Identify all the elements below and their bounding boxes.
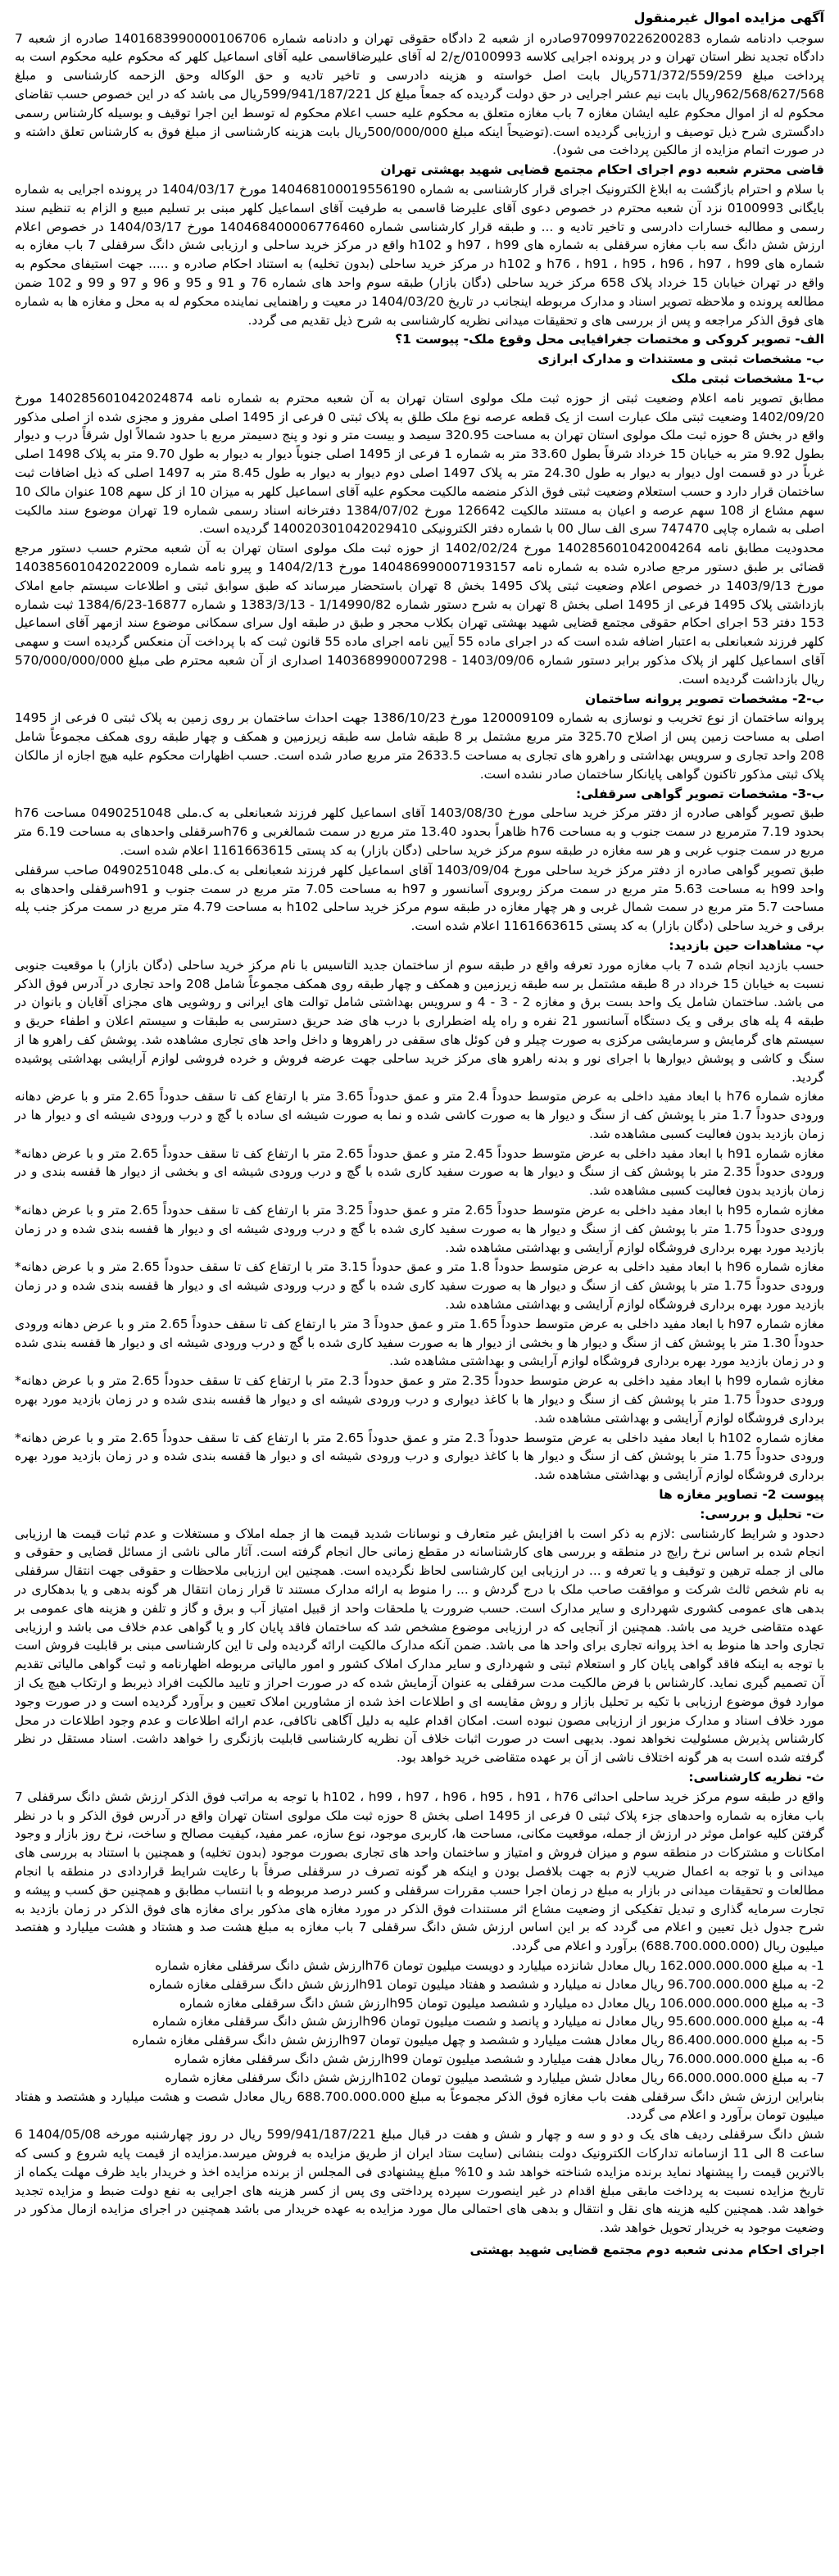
paragraph-restriction: محدودیت مطابق نامه 140285601042004264 مورخ 1402/02/24 از حوزه ثبت ملک مولوی استان تهران به آن شعبه محترم حسب دستور مرجع قضائی بر طبق دستور مرجع صادره شده به شماره نامه 140486990007193157 مورخ 1404/2/13 و پیرو نامه شماره 140385601042022009 مورخ 1403/9/13 در خصوص اعلام وضعیت ثبتی پلاک 1495 بخش 8 تهران باستحضار میرساند که طبق سوابق ثبتی و اطلاعات سیستم جامع املاک بازداشتی پلاک 1495 فرعی از 1495 اصلی بخش 8 تهران به شرح دستور شماره 1/14990/82 - 1383/3/13 و شماره 16877-1384/6/23 ثبت شماره 153 دفتر 53 اجرای احکام حقوقی مجتمع قضایی شهید بهشتی تهران بکلاب محجر و طبق در طبقه اول سرای سمکانی موضوع سند ازمهر آقای اسماعیل کلهر فرزند شعبانعلی به اعتبار اضافه شده است که در اجرای ماده 55 آیین نامه اجرای ماده 55 قانون ثبت که با پرداخت آن منعکس گردیده است و سهمی آقای اسماعیل کلهر از پلاک مذکور برابر دستور شماره 1403/09/06 - 140368990007298 اصداری از آن شعبه محترم طی مبلغ 570/000/000/000 ریال بازداشت گردیده است.	[15, 541, 825, 687]
valuation-item: 7- به مبلغ 66.000.000.000 ریال معادل شش میلیارد و ششصد میلیون تومان h102ارزش شش دانگ سرقفلی مغازه شماره	[165, 2070, 824, 2085]
paragraph-shop-h91: مغازه شماره h91 با ابعاد مفید داخلی به عرض متوسط حدوداً 2.45 متر و عمق حدوداً 2.65 متر با ارتفاع کف تا سقف حدوداً 2.65 متر و با عرض دهانه* ورودی حدوداً 2.35 متر با پوشش کف از سنگ و دیوار ها به صورت سفید کاری شده با گچ و درب ورودی شیشه ای و بخشی از دیوار ها قفسه بندی و در زمان بازدید بدون فعالیت کسبی مشاهده شد.	[15, 1145, 825, 1199]
paragraph-goodwill-certificate-1: طبق تصویر گواهی صادره از دفتر مرکز خرید ساحلی مورخ 1403/08/30 آقای اسماعیل کلهر فرزند شعبانعلی به ک.ملی 0490251048 مساحت h76 بحدود 7.19 مترمربع در سمت جنوب و به مساحت h76 ظاهراً بحدود 13.40 متر مربع در سمت شمالغربی و h76سرقفلی واحدهای به مساحت 6.19 متر مربع در سمت جنوب غربی و هر سه مغازه در طبقه سوم مرکز خرید ساحلی (دگان بازار) به کد پستی 1161663615 اعلام شده است.	[15, 805, 824, 858]
paragraph-shop-h76: مغازه شماره h76 با ابعاد مفید داخلی به عرض متوسط حدوداً 2.4 متر و عمق حدوداً 3.65 متر با ارتفاع کف تا سقف حدوداً 2.65 متر و با عرض دهانه ورودی حدوداً 1.7 متر با پوشش کف از سنگ و دیوار ها به صورت کاشی شده و نما به صورت شیشه ای ساده با گچ و درب ورودی شیشه ای و دیوار ها در زمان بازدید بدون فعالیت کسبی مشاهده شد.	[15, 1089, 825, 1141]
valuation-item: 2- به مبلغ 96.700.000.000 ریال معادل نه میلیارد و ششصد و هفتاد میلیون تومان h91ارزش شش دانگ سرقفلی مغازه شماره	[148, 1976, 824, 1992]
paragraph-shop-h102: مغازه شماره h102 با ابعاد مفید داخلی به عرض متوسط حدوداً 2.3 متر و عمق حدوداً 2.65 متر با ارتفاع کف تا سقف حدوداً 2.65 متر و با عرض دهانه* ورودی حدوداً 1.75 متر با پوشش کف از سنگ و دیوار ها با کاغذ دیواری و درب ورودی شیشه ای و دیوار ها قفسه بندی شده و در زمان بازدید مورد بهره برداری فروشگاه لوازم آرایشی و بهداشتی مشاهده شد.	[15, 1430, 825, 1483]
section-te: ت- تحلیل و بررسی:	[700, 1506, 824, 1522]
section-se: ث- نظریه کارشناسی:	[688, 1769, 824, 1785]
section-be: ب- مشخصات ثبتی و مستندات و مدارک ابرازی	[537, 351, 824, 367]
valuation-item: 5- به مبلغ 86.400.000.000 ریال معادل هشت میلیارد و ششصد و چهل میلیون تومان h97ارزش شش دانگ سرقفلی مغازه شماره	[132, 2033, 824, 2048]
paragraph-shop-h95: مغازه شماره h95 با ابعاد مفید داخلی به عرض متوسط حدوداً 2.65 متر و عمق حدوداً 3.25 متر با ارتفاع کف تا سقف حدوداً 2.65 متر و با عرض دهانه* ورودی حدوداً 1.75 متر با پوشش کف از سنگ و دیوار ها به صورت سفید کاری شده با گچ و درب ورودی شیشه ای و دیوار ها قفسه بندی شده و در زمان بازدید مورد بهره برداری فروشگاه لوازم آرایشی و بهداشتی مشاهده شد.	[15, 1203, 825, 1255]
paragraph-opinion: واقع در طبقه سوم مرکز خرید ساحلی احداثی h102 ، h99 ، h97 ، h96 ، h95 ، h91 ، h76 با توجه به مراتب فوق الذکر ارزش شش دانگ سرقفلی 7 باب مغازه به شماره واحدهای جزء پلاک ثبتی 0 فرعی از 1495 اصلی بخش 8 حوزه ثبت ملک مولوی استان تهران واقع در آدرس فوق الذکر و با در نظر گرفتن کلیه عوامل موثر در ارزش از جمله، موقعیت مکانی، مساحت ها، کاربری موجود، نوع سازه، عمر مفید، کیفیت مصالح و ساخت، نرخ روز بازار و وجود امکانات و مشترکات در منطقه سوم و میزان فروش و امتیاز و ساختمان واحد های تجاری بصورت موجود (بدون تخلیه) و همچنین با استناد به بررسی های میدانی و با توجه به اعمال ضریب لازم به جهت بلافصل بودن و اینکه هر گونه تصرف در سرقفلی صرفاً با رعایت شرایط قراردادی در منطقه با انجام مطالعات و تحقیقات میدانی در بازار به مبلغ در زمان اجرا حسب مقررات سرقفلی و کسر درصد مربوطه و با انتساب مطابق و همچنین حق کسب و پیشه و تجارت سرمایه گذاری و تبدیل تفکیکی از وضعیت مشاع اثر مستندات فوق الذکر در مورد مغازه های مذکور برای مغازه های فوق الذکر در زمان بازدید به شرح جدول ذیل تعیین و اعلام می گردد که بر این اساس ارزش شش دانگ سرقفلی 7 باب مغازه به مبلغ هشت صد و هشتاد و هشت میلیارد و هفتصد میلیون ریال (688.700.000.000) برآورد و اعلام می گردد.	[15, 1789, 824, 1954]
paragraph-observations: حسب بازدید انجام شده 7 باب مغازه مورد تعرفه واقع در طبقه سوم از ساختمان جدید التاسیس با نام مرکز خرید ساحلی (دگان بازار) با موقعیت جنوبی نسبت به خیابان 15 خرداد در 8 طبقه مشتمل بر سه طبقه زیرزمین و همکف و چهار طبقه روی همکف مجموعاً شامل 208 واحد تجاری در آدرس فوق الذکر می باشد. ساختمان شامل یک واحد بست برق و مغازه 2 - 3 - 4 و سرویس بهداشتی شامل توالت های ایرانی و روشویی های مجزای آقایان و بانوان در طبقه 4 پله های برقی و یک دستگاه آسانسور 21 نفره و راه پله اضطراری با درب های ضد حریق دسترسی به طبقات و سیستم اعلان و اطفاء حریق و سیستم های گرمایش و سرمایشی مرکزی به صورت چیلر و فن کوئل های سقفی در راهروها و داخل واحد های تجاری مشاهده شد. پوشش کف راهرو ها از سنگ و کاشی و پوشش دیوارها با اجرای نور و بدنه راهرو های مرکز خرید ساحلی جهت عرضه فروش و خرده فروشی لوازم آرایشی بهداشتی پوشیده گردید.	[15, 957, 825, 1085]
paragraph-total-value: بنابراین ارزش شش دانگ سرقفلی هفت باب مغازه فوق الذکر مجموعاً به مبلغ 688.700.000.000 ریال معادل شصت و هشت میلیارد و هشتصد و هفتاد میلیون تومان برآورد و اعلام می گردد.	[15, 2088, 824, 2123]
section-pe: پ- مشاهدات حین بازدید:	[669, 937, 824, 953]
appendix-2: پیوست 2- تصاویر مغازه ها	[659, 1487, 824, 1503]
signature: اجرای احکام مدنی شعبه دوم مجتمع قضایی شهید بهشتی	[469, 2242, 824, 2257]
notice-intro: سوجب دادنامه شماره 9709970226200283صادره از شعبه 2 دادگاه حقوقی تهران و دادنامه شماره 1401683990000106706 صادره از شعبه 7 دادگاه تجدید نظر استان تهران و در پرونده اجرایی کلاسه 0100993/ج/2 له آقای علیرضاقاسمی علیه آقای اسماعیل کلهر که محکوم علیه محکوم است به پرداخت مبلغ 571/372/559/259ریال بابت اصل خواسته و هزینه دادرسی و تاخیر تادیه و حق الوکاله وحق الزحمه کارشناسی و مبلغ 962/568/627/568ریال بابت نیم عشر اجرایی در حق دولت گردیده که جمعاً مبلغ کل 599/941/187/221ریال می باشد که در این خصوص حسب تقاضای محکوم له از اموال محکوم علیه ایشان مغازه 7 باب مغازه متعلق به محکوم علیه حسب اعلام محکوم له توسط این اجرا توقیف و بوسیله کارشناس رسمی دادگستری شرح ذیل توصیف و ارزیابی گردیده است.(توضیحاً اینکه مبلغ 500/000/000ریال بابت هزینه کارشناسی از مبلغ فوق به کارشناس تعلق داشته و در صورت اتمام مزایده از مالکین پرداخت می شود).	[15, 30, 824, 158]
valuation-list	[15, 1957, 824, 2088]
section-be-1: ب-1 مشخصات ثبتی ملک	[671, 371, 824, 387]
notice-title: آگهی مزایده اموال غیرمنقول	[633, 10, 824, 25]
addressee: قاضی محترم شعبه دوم اجرای احکام مجتمع قضایی شهید بهشتی تهران	[380, 162, 824, 178]
paragraph-building-permit: پروانه ساختمان از نوع تخریب و نوسازی به شماره 120009109 مورخ 1386/10/23 جهت احداث ساختمان بر روی زمین به پلاک ثبتی 0 فرعی از 1495 اصلی به مساحت زمین پس از اصلاح 325.70 متر مربع مشتمل بر 8 طبقه شامل سه طبقه زیرزمین و همکف و چهار طبقه روی همکف مجموعاً شامل 208 واحد تجاری و سرویس بهداشتی و راهرو های تجاری به مساحت 2633.5 متر مربع صادر شده است. حسب اظهارات محکوم علیه هیچ اجازه از مالکان پلاک ثبتی مذکور تاکنون گواهی پایانکار ساختمان صادر نشده است.	[15, 710, 824, 782]
paragraph-analysis: دحدود و شرایط کارشناسی :لازم به ذکر است با افزایش غیر متعارف و نوسانات شدید قیمت ها از جمله املاک و مستغلات و عدم ثبات قیمت ها ارزیابی انجام شده بر اساس نرخ رایج در منطقه و بررسی های کارشناسانه در مقطع زمانی حال انجام گرفته است. آثار مالی ناشی از مسائل قضایی و حقوقی و مالی از جمله ترهین و توقیف و یا تعرفه و ... در ارزیابی این کارشناسی لحاظ نگردیده است. همچنین این ارزیابی ملاحظات و حقوقی جهت انتقال سرقفلی به نام شخص ثالث شرکت و موافقت صاحب ملک با درج گردش و ... را منوط به ارائه مدارک مستند تا قرار زمان انتقال هر گونه بدهی و یا بدهکاری در بدهی های عمومی کشوری شهرداری و سایر مدارک است. حسب ضرورت یا ملحقات واحد از قبیل امتیاز آب و برق و گاز و تلفن و هزینه های عمومی بر عهده متقاضی خرید می باشد. همچنین از آنجایی که در ارزیابی موضوع مشخص شد که ساختمان فاقد پایان کار و یا گواهی عدم خلاف می باشد و ارزیابی تجاری واحد ها منوط به اخذ پروانه تجاری برای واحد ها می باشد. ضمن آنکه مدارک مالکیت ارائه گردیده ولی تا این کارشناسی مبنی بر قابلیت فروش است با توجه به اینکه فاقد گواهی پایان کار و استعلام ثبتی و شهرداری و سایر مدارک املاک کشور و امور مالیاتی مربوطه اظهارنامه و ثبت گواهی مالیاتی تقدیم آن تصمیم گیری نماید. کارشناس با فرض مالکیت مدت سرقفلی به عنوان آزمایش شده که در صورت احراز و تایید مالکیت افراد ذیربط و ارتکاب هیچ یک از موارد فوق موضوع ارزیابی با تکیه بر تحلیل بازار و روش مقایسه ای و اطلاعات اخذ شده از مشاورین املاک تعیین و برآورد گردیده است و در صورت وجود مورد خلاف اسناد و مدارک مزبور از ارزیابی مصون نبوده است. امکان اقدام علیه به دلیل آگاهی ناکافی، عدم ارائه اطلاعات و عدم وجود اطلاعات در محل کارشناس پذیرش مسئولیت نخواهد نمود. بدیهی است در صورت اثبات خلاف آن نظریه کارشناسی قابلیت بازنگری را خواهد داشت. اسناد مستقل در نظر گرفته شده است به هر گونه اختلاف ناشی از آن بر عهده متقاضی خرید خواهد بود.	[15, 1526, 824, 1766]
valuation-item: 3- به مبلغ 106.000.000.000 ریال معادل ده میلیارد و ششصد میلیون تومان h95ارزش شش دانگ سرقفلی مغازه شماره	[179, 1995, 824, 2011]
section-be-3: ب-3- مشخصات تصویر گواهی سرقفلی:	[575, 786, 824, 801]
section-alef: الف- تصویر کروکی و مختصات جغرافیایی محل وقوع ملک- پیوست 1؟	[395, 332, 824, 347]
paragraph-shop-h97: مغازه شماره h97 با ابعاد مفید داخلی به عرض متوسط حدوداً 1.65 متر و عمق حدوداً 3 متر با ارتفاع کف تا سقف حدوداً 2.65 متر و با عرض دهانه ورودی حدوداً 1.30 متر با پوشش کف از سنگ و دیوار ها و بخشی از دیوار ها به صورت سفید کاری شده با گچ و درب ورودی شیشه ای و دیوار ها قفسه بندی شده و در زمان بازدید مورد بهره برداری فروشگاه لوازم آرایشی و بهداشتی مشاهده شد.	[15, 1316, 824, 1369]
valuation-item: 1- به مبلغ 162.000.000.000 ریال معادل شانزده میلیارد و دویست میلیون تومان h76ارزش شش دانگ سرقفلی مغازه شماره	[155, 1957, 824, 1973]
valuation-item: 6- به مبلغ 76.000.000.000 ریال معادل هفت میلیارد و ششصد میلیون تومان h99ارزش شش دانگ سرقفلی مغازه شماره	[174, 2051, 824, 2066]
paragraph-registration: مطابق تصویر نامه اعلام وضعیت ثبتی از حوزه ثبت ملک مولوی استان تهران به آن شعبه محترم به شماره نامه 140285601042024874 مورخ 1402/09/20 وضعیت ثبتی ملک عبارت است از یک قطعه عرصه نوع ملک طلق به پلاک ثبتی 0 فرعی از 1495 اصلی مفروز و مجزی شده از اصلی مذکور واقع در بخش 8 حوزه ثبت ملک مولوی استان تهران به مساحت 320.95 سیصد و بیست متر و نود و پنج دسیمتر مربع با حدود شمالاً اول شرقاً درب و دیوار بطول 9.92 متر به خیابان 15 خرداد شرقاً بطول 33.60 متر به شماره 1 فرعی از 1495 اصلی جنوباً دیوار به دیوار به طول 9.70 متر به پلاک 1498 اصلی غرباً در دو قسمت اول دیوار به دیوار به طول 24.30 متر به پلاک 1497 اصلی دوم دیوار به دیوار به طول 8.45 متر به 1497 اصلی که ذیل اضافات ثبت ساختمان قرار دارد و حسب استعلام وضعیت ثبتی فوق الذکر منضمه مالکیت محکوم علیه آقای اسماعیل کلهر به میزان 10 از کل سهم 108 عنوان مالک 10 سهم مشاع از 108 سهم عرصه و اعیان به مستند مالکیت 126642 مورخ 1384/07/02 دفترخانه اسناد رسمی شماره 19 تهران موضوع سند مالکیت اصلی به شماره چاپی 747470 سری الف سال 00 با شماره دفتر الکترونیکی 140020301042029410 گردیده است.	[15, 390, 824, 537]
paragraph-goodwill-certificate-2: طبق تصویر گواهی صادره از دفتر مرکز خرید ساحلی مورخ 1403/09/04 آقای اسماعیل کلهر فرزند شعبانعلی به ک.ملی 0490251048 صاحب سرقفلی واحد h99 به مساحت 5.63 متر مربع در سمت مرکز روبروی آسانسور و h97 به مساحت 7.05 متر مربع در سمت جنوب و h91سرقفلی واحدهای به مساحت 5.7 متر مربع در سمت شمال غربی و هر چهار مغازه در طبقه سوم مرکز خرید ساحلی h102 به مساحت 4.79 متر مربع در سمت مرکز جنب پله برقی و خرید ساحلی (دگان بازار) به کد پستی 1161663615 اعلام شده است.	[15, 862, 825, 934]
valuation-item: 4- به مبلغ 95.600.000.000 ریال معادل نه میلیارد و پانصد و شصت میلیون تومان h96ارزش شش دانگ سرقفلی مغازه شماره	[152, 2014, 824, 2030]
paragraph-shop-h99: مغازه شماره h99 با ابعاد مفید داخلی به عرض متوسط حدوداً 2.35 متر و عمق حدوداً 2.3 متر با ارتفاع کف تا سقف حدوداً 2.65 متر و با عرض دهانه* ورودی حدوداً 1.75 متر با پوشش کف از سنگ و دیوار ها با کاغذ دیواری و درب ورودی شیشه ای و دیوار ها قفسه بندی شده و در زمان بازدید مورد بهره برداری فروشگاه لوازم آرایشی و بهداشتی مشاهده شد.	[15, 1373, 825, 1426]
paragraph-auction-terms: شش دانگ سرقفلی ردیف های یک و دو و سه و چهار و شش و هفت در قبال مبلغ 599/941/187/221 ریال در روز چهارشنبه مورخه 1404/05/08 6 ساعت 8 الی 11 ازسامانه تدارکات الکترونیک دولت بنشانی (سایت ستاد ایران از طریق مزایده به فروش میرسد.مزایده از قیمت پایه شروع و کسی که بالاترین قیمت را پیشنهاد نماید برنده مزایده شناخته خواهد شد و 10% مبلغ پیشنهادی فی المجلس از برنده مزایده اخذ و خریدار باید ظرف مهلت یکماه از تاریخ مزایده نسبت به پرداخت مابقی مبلغ اقدام در غیر اینصورت سپرده پرداختی وی پس از کسر هزینه های اجرایی به نفع دولت ضبط و مزایده تجدید خواهد شد. همچنین کلیه هزینه های نقل و انتقال و بدهی های احتمالی مال مورد مزایده به عهده خریدار می باشد همچنین در اجرای مزایده ازمال مذکور در وضعیت موجود به خریدار تحویل خواهد شد.	[15, 2127, 825, 2236]
section-be-2: ب-2- مشخصات تصویر پروانه ساختمان	[585, 691, 824, 706]
paragraph-referral: با سلام و احترام بازگشت به ابلاغ الکترونیک اجرای قرار کارشناسی به شماره 140468100019556190 مورخ 1404/03/17 در پرونده اجرایی به شماره بایگانی 0100993 نزد آن شعبه محترم در خصوص دعوی آقای علیرضا قاسمی به طرفیت آقای اسماعیل کلهر مبنی بر تسلیم مبیع و الزام به تنظیم سند رسمی و مطالبه خسارات دادرسی و تاخیر تادیه و ... و طبقه قرار کارشناسی شماره 140468400006776460 مورخ 1404/03/17 در خصوص اعلام ارزش شش دانگ سه باب مغازه سرقفلی به شماره های h97 ، h99 و h102 واقع در مرکز خرید ساحلی و ارزیابی شش دانگ سرقفلی 7 باب مغازه به شماره های h76 ، h91 ، h95 ، h96 ، h97 ، h99 و h102 در مرکز خرید ساحلی (بدون تخلیه) به استناد احکام صادره و ..... جهت استیفای محکوم به واقع در تهران خیابان 15 خرداد پلاک 658 مرکز خرید ساحلی (دگان بازار) طبقه سوم واحد های شماره 76 و 91 و 95 و 96 و 97 و 99 و 102 ضمن مطالعه پرونده و ملاحظه تصویر اسناد و مدارک مربوطه اینجانب در تاریخ 1404/03/20 در معیت و راهنمایی نماینده محکوم له به محل و مغازه ها به شماره های فوق الذکر مراجعه و پس از بررسی های و تحقیقات میدانی نظریه کارشناسی به شرح ذیل تقدیم می گردد.	[15, 182, 825, 328]
paragraph-shop-h96: مغازه شماره h96 با ابعاد مفید داخلی به عرض متوسط حدوداً 1.8 متر و عمق حدوداً 3.15 متر با ارتفاع کف تا سقف حدوداً 2.65 متر و با عرض دهانه* ورودی حدوداً 1.75 متر با پوشش کف از سنگ و دیوار ها به صورت سفید کاری شده با گچ و درب ورودی شیشه ای و دیوار ها قفسه بندی شده و در زمان بازدید مورد بهره برداری فروشگاه لوازم آرایشی و بهداشتی مشاهده شد.	[15, 1259, 825, 1313]
